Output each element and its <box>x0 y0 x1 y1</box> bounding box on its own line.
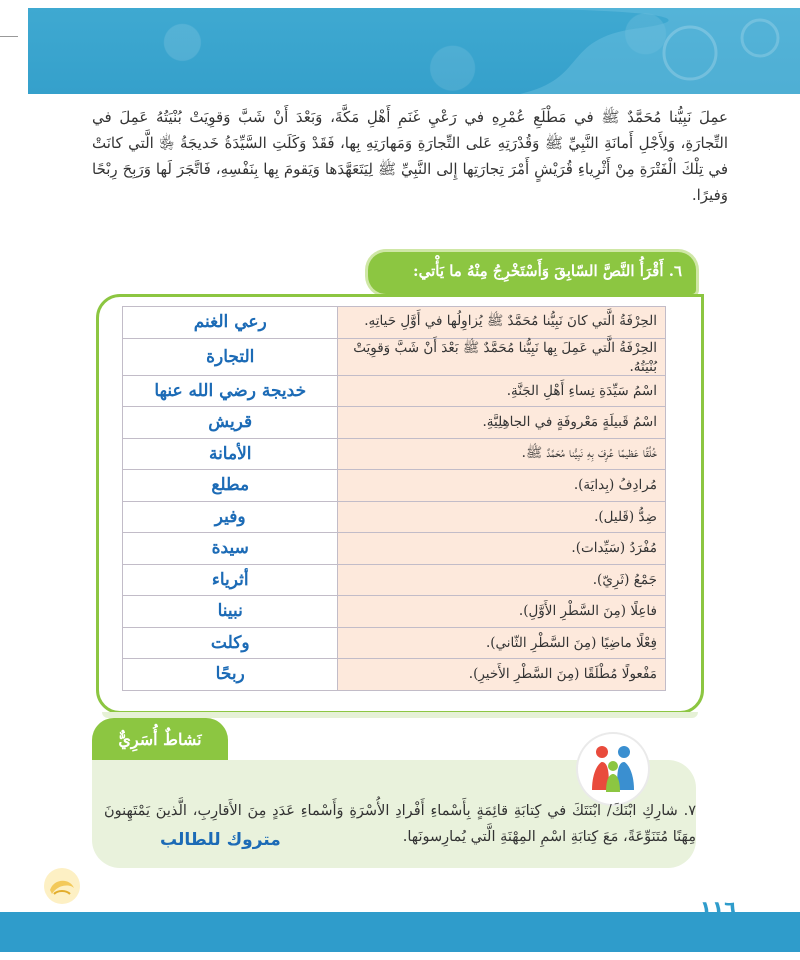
row-prompt: اسْمُ قَبيلَةٍ مَعْروفَةٍ في الجاهِلِيَّةِ. <box>338 407 666 439</box>
table-row <box>123 533 666 565</box>
reading-passage: عمِلَ نَبِيُّنا مُحَمَّدٌ ﷺ في مَطْلَعِ عُمْرِهِ في رَعْيِ غَنَمِ أَهْلِ مَكَّةَ، وَبَعْدَ أَنْ شَبَّ وَقوِيَتْ بُنْيَتُهُ عَمِلَ في التِّجارَةِ، وَلِأَجْلِ أَمانَةِ النَّبِيِّ ﷺ وَقُدْرَتِهِ عَلى التِّجارَةِ وَمَهارَتِهِ بِها، فَقَدْ وَكَلَتِ السَّيِّدَةُ خَديجَةُ ﵂ الَّتي كانَتْ في تِلْكَ الْفَتْرَةِ مِنْ أَثْرِياءِ قُرَيْشٍ أَمْرَ تِجارَتِها إِلى النَّبِيِّ ﷺ لِيَتَعَهَّدَها وَيَقومَ بِها بِنَفْسِهِ، فَاتَّجَرَ لَها وَرَبِحَ رِبْحًا وَفيرًا. <box>92 108 728 204</box>
row-answer[interactable]: أثرياء <box>123 564 338 596</box>
row-answer[interactable]: قريش <box>123 407 338 439</box>
question-6-label: ٦. أَقْرَأُ النَّصَّ السّابِقَ وَأَسْتَخْرِجُ مِنْهُ ما يَأْتي: <box>413 262 682 280</box>
table-row <box>123 596 666 628</box>
table-row <box>123 338 666 375</box>
family-activity-title: نَشاطٌ أُسَرِيٌّ <box>118 730 202 749</box>
crop-mark <box>0 36 18 37</box>
page-number: ١١٦ <box>699 896 737 920</box>
row-prompt: مَفْعولًا مُطْلَقًا (مِنَ السَّطْرِ الأَخيرِ). <box>338 659 666 691</box>
row-answer[interactable]: مطلع <box>123 470 338 502</box>
table-row <box>123 659 666 691</box>
row-prompt: مُفْرَدُ (سَيِّدات). <box>338 533 666 565</box>
row-prompt: اسْمُ سَيِّدَةِ نِساءِ أَهْلِ الجَنَّةِ. <box>338 375 666 407</box>
family-icon-graphic <box>578 734 648 804</box>
row-prompt: فِعْلًا ماضِيًا (مِنَ السَّطْرِ الثّاني). <box>338 627 666 659</box>
row-prompt: خُلُقًا عَظيمًا عُرِفَ بِهِ نَبِيُّنا مُحَمَّدٌ ﷺ. <box>338 438 666 470</box>
header-band <box>28 8 800 94</box>
row-answer[interactable]: رعي الغنم <box>123 307 338 339</box>
row-answer[interactable]: نبينا <box>123 596 338 628</box>
row-answer[interactable]: سيدة <box>123 533 338 565</box>
table-row <box>123 470 666 502</box>
row-prompt: ضِدُّ (قَليل). <box>338 501 666 533</box>
publisher-logo-icon <box>40 864 84 908</box>
family-icon <box>578 734 648 804</box>
table-row <box>123 501 666 533</box>
table-row <box>123 438 666 470</box>
handwritten-answer: متروك للطالب <box>160 830 281 850</box>
table-row <box>123 564 666 596</box>
question-6-table <box>122 306 666 691</box>
row-answer[interactable]: ربحًا <box>123 659 338 691</box>
row-answer[interactable]: وفير <box>123 501 338 533</box>
table-row <box>123 375 666 407</box>
row-prompt: مُرادِفُ (بِدايَة). <box>338 470 666 502</box>
question-6-header <box>368 252 696 294</box>
table-row <box>123 307 666 339</box>
row-answer[interactable]: خديجة رضي الله عنها <box>123 375 338 407</box>
row-prompt: الحِرْفَةُ الَّتي عَمِلَ بِها نَبِيُّنا مُحَمَّدٌ ﷺ بَعْدَ أَنْ شَبَّ وَقوِيَتْ بُنْيَتُهُ. <box>338 338 666 375</box>
family-activity-tab <box>92 718 228 764</box>
table-row <box>123 407 666 439</box>
header-wave-decoration <box>440 8 800 94</box>
row-answer[interactable]: وكلت <box>123 627 338 659</box>
table-row <box>123 627 666 659</box>
row-prompt: جَمْعُ (ثَرِيّ). <box>338 564 666 596</box>
row-prompt: الحِرْفَةُ الَّتي كانَ نَبِيُّنا مُحَمَّدٌ ﷺ يُزاوِلُها في أَوَّلِ حَياتِهِ. <box>338 307 666 339</box>
row-answer[interactable]: التجارة <box>123 338 338 375</box>
row-prompt: فاعِلًا (مِنَ السَّطْرِ الأَوَّلِ). <box>338 596 666 628</box>
family-activity-text: ٧. شارِكِ ابْنَكَ/ ابْنَتَكَ في كِتابَةِ قائِمَةٍ بِأَسْماءِ أَفْرادِ الأُسْرَةِ وَأَسْماءِ عَدَدٍ مِنَ الأَقارِبِ، الَّذينَ يَمْتَهِنونَ مِهَنًا مُتَنَوِّعَةً، مَعَ كِتابَةِ اسْمِ المِهْنَةِ الَّتي يُمارِسونَها. <box>104 803 696 845</box>
row-answer[interactable]: الأمانة <box>123 438 338 470</box>
